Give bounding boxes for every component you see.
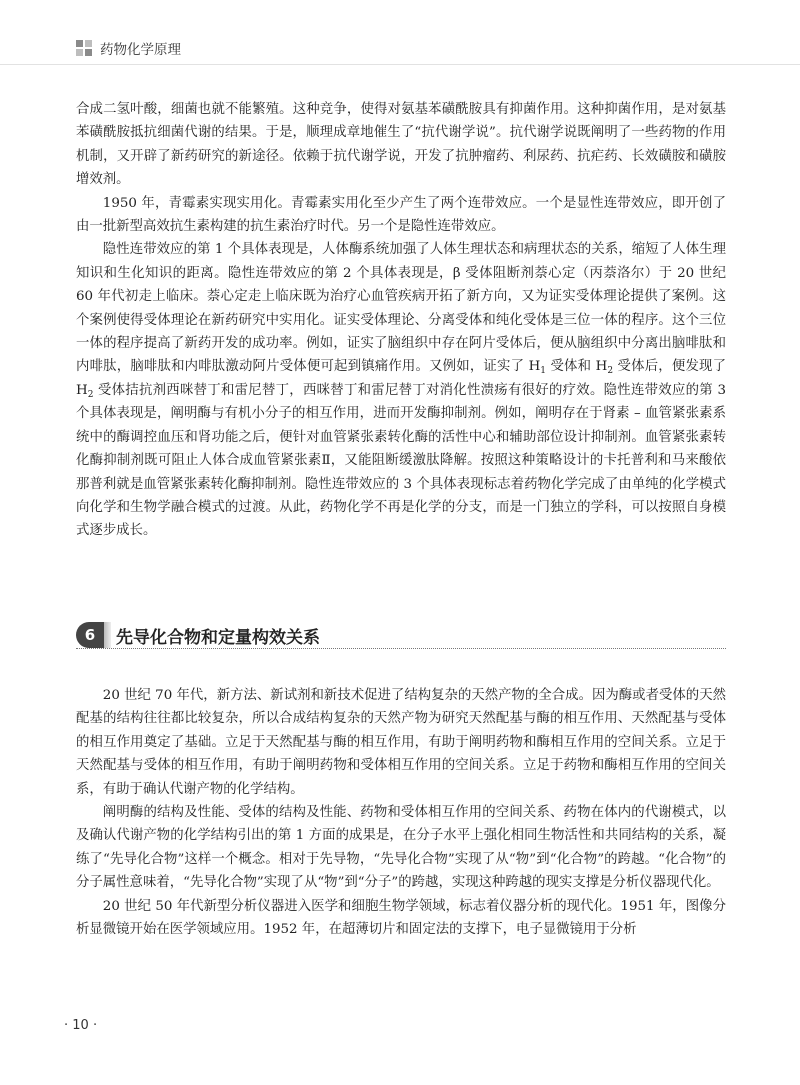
header-divider [0, 64, 800, 65]
subscript: 2 [87, 389, 94, 400]
body-text-top [76, 98, 726, 543]
section-title: 先导化合物和定量构效关系 [116, 627, 320, 648]
paragraph [76, 238, 726, 542]
subscript: 2 [607, 366, 614, 377]
section-divider [76, 648, 726, 649]
body-text-bottom [76, 684, 726, 941]
paragraph: 20 世纪 50 年代新型分析仪器进入医学和细胞生物学领域，标志着仪器分析的现代化。1951 年，图像分析显微镜开始在医学领域应用。1952 年，在超薄切片和固定法的支撑下，电子显微镜用于分析 [76, 898, 726, 938]
paragraph-text: 隐性连带效应的第 1 个具体表现是，人体酶系统加强了人体生理状态和病理状态的关系，缩短了人体生理知识和生化知识的距离。隐性连带效应的第 2 个具体表现是，β 受体阻断剂萘心定（丙萘洛尔）于 20 世纪 60 年代初走上临床。萘心定走上临床既为治疗心血管疾病开拓了新方向，又为证实受体理论提供了案例。这个案例使得受体理论在新药研究中实用化。证实受体理论、分离受体和纯化受体是三位一体的程序。这个三位一体的程序提高了新药开发的成功率。例如，证实了脑组织中存在阿片受体后，便从脑组织中分离出脑啡肽和内啡肽，脑啡肽和内啡肽激动阿片受体便可起到镇痛作用。又例如，证实了 H [76, 242, 726, 375]
paragraph: 阐明酶的结构及性能、受体的结构及性能、药物和受体相互作用的空间关系、药物在体内的代谢模式，以及确认代谢产物的化学结构引出的第 1 方面的成果是，在分子水平上强化相同生物活性和共同结构的关系，凝练了“先导化合物”这样一个概念。相对于先导物，“先导化合物”实现了从“物”到“化合物”的跨越。“化合物”的分子属性意味着，“先导化合物”实现了从“物”到“分子”的跨越，实现这种跨越的现实支撑是分析仪器现代化。 [76, 805, 726, 891]
book-title: 药物化学原理 [100, 42, 181, 58]
paragraph-text: 受体后，便发现了 H [76, 359, 726, 398]
paragraph-text: 受体和 H [546, 359, 608, 375]
page-number: · 10 · [64, 1018, 98, 1033]
paragraph-text: 受体拮抗剂西咪替丁和雷尼替丁，西咪替丁和雷尼替丁对消化性溃疡有很好的疗效。隐性连带效应的第 3 个具体表现是，阐明酶与有机小分子的相互作用，进而开发酶抑制剂。例如，阐明存在于肾素 – 血管紧张素系统中的酶调控血压和肾功能之后，便针对血管紧张素转化酶的活性中心和辅助部位设计抑制剂。血管紧张素转化酶抑制剂既可阻止人体合成血管紧张素Ⅱ，又能阻断缓激肽降解。按照这种策略设计的卡托普利和马来酸依那普利就是血管紧张素转化酶抑制剂。隐性连带效应的 3 个具体表现标志着药物化学完成了由单纯的化学模式向化学和生物学融合模式的过渡。从此，药物化学不再是化学的分支，而是一门独立的学科，可以按照自身模式逐步成长。 [76, 382, 726, 539]
paragraph: 1950 年，青霉素实现实用化。青霉素实用化至少产生了两个连带效应。一个是显性连带效应，即开创了由一批新型高效抗生素构建的抗生素治疗时代。另一个是隐性连带效应。 [76, 195, 726, 235]
running-header [76, 38, 181, 58]
paragraph: 20 世纪 70 年代，新方法、新试剂和新技术促进了结构复杂的天然产物的全合成。因为酶或者受体的天然配基的结构往往都比较复杂，所以合成结构复杂的天然产物为研究天然配基与酶的相互作用、天然配基与受体的相互作用奠定了基础。立足于天然配基与酶的相互作用，有助于阐明药物和酶相互作用的空间关系。立足于天然配基与受体的相互作用，有助于阐明药物和受体相互作用的空间关系。立足于药物和酶相互作用的空间关系，有助于确认代谢产物的化学结构。 [76, 688, 726, 797]
subscript: 1 [540, 366, 547, 377]
section-number-badge: 6 [76, 622, 104, 648]
paragraph: 合成二氢叶酸，细菌也就不能繁殖。这种竞争，使得对氨基苯磺酰胺具有抑菌作用。这种抑菌作用，是对氨基苯磺酰胺抵抗细菌代谢的结果。于是，顺理成章地催生了“抗代谢学说”。抗代谢学说既阐明了一些药物的作用机制，又开辟了新药研究的新途径。依赖于抗代谢学说，开发了抗肿瘤药、利尿药、抗疟药、长效磺胺和磺胺增效剂。 [76, 102, 726, 188]
book-grid-icon [76, 40, 92, 56]
section-heading [76, 620, 726, 650]
